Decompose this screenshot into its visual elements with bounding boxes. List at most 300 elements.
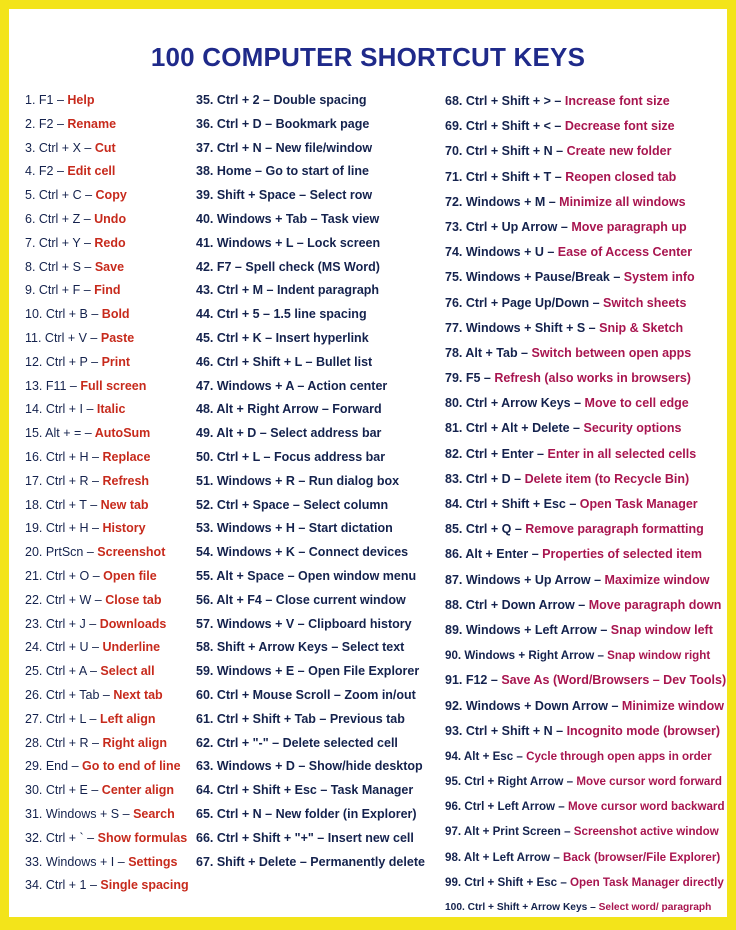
shortcut-item — [196, 851, 446, 875]
shortcut-item — [25, 874, 201, 898]
shortcut-key: 85. Ctrl + Q – — [445, 522, 522, 537]
shortcut-key: 13. F11 – — [25, 378, 77, 393]
shortcut-description: Reopen closed tab — [565, 169, 677, 184]
shortcut-key: 14. Ctrl + I – — [25, 402, 94, 417]
shortcut-description: Double spacing — [273, 93, 367, 107]
shortcut-item — [445, 719, 727, 744]
shortcut-key: 12. Ctrl + P – — [25, 354, 99, 369]
shortcut-item — [25, 494, 201, 518]
shortcut-key: 79. F5 – — [445, 371, 491, 386]
shortcut-item — [196, 636, 446, 660]
shortcut-item — [196, 303, 446, 327]
shortcut-item — [25, 89, 201, 113]
shortcut-description: Go to start of line — [265, 164, 369, 179]
shortcut-item — [445, 845, 727, 870]
shortcut-item — [196, 208, 446, 232]
shortcut-key: 52. Ctrl + Space – — [196, 497, 300, 512]
shortcut-key: 76. Ctrl + Page Up/Down – — [445, 295, 600, 310]
shortcut-key: 58. Shift + Arrow Keys – — [196, 640, 339, 655]
shortcut-key: 42. F7 – — [196, 259, 242, 274]
shortcut-description: Spell check (MS Word) — [245, 259, 380, 274]
shortcut-item — [196, 160, 446, 184]
shortcut-key: 38. Home – — [196, 164, 263, 179]
shortcut-item — [445, 744, 727, 769]
shortcut-key: 67. Shift + Delete – — [196, 854, 307, 869]
shortcut-key: 9. Ctrl + F – — [25, 283, 91, 298]
shortcut-item — [445, 668, 727, 693]
shortcut-item — [196, 351, 446, 375]
shortcut-key: 2. F2 – — [25, 116, 64, 131]
shortcut-description: Indent paragraph — [276, 283, 380, 298]
shortcut-description: Edit cell — [67, 164, 116, 179]
shortcut-description: Snap window right — [607, 649, 711, 663]
shortcut-description: Italic — [96, 402, 126, 417]
shortcut-description: Screenshot — [97, 545, 166, 560]
shortcut-item — [445, 593, 727, 618]
shortcut-description: Refresh — [102, 473, 150, 488]
shortcut-description: Maximize window — [604, 572, 710, 587]
shortcut-key: 24. Ctrl + U – — [25, 640, 99, 655]
shortcut-description: Permanently delete — [310, 854, 425, 869]
shortcut-description: Lock screen — [307, 235, 381, 250]
shortcut-description: Close tab — [105, 592, 162, 607]
shortcut-key: 27. Ctrl + L – — [25, 711, 97, 726]
shortcut-item — [25, 160, 201, 184]
shortcut-key: 89. Windows + Left Arrow – — [445, 622, 608, 637]
shortcut-key: 59. Windows + E – — [196, 664, 305, 679]
shortcut-description: Properties of selected item — [542, 547, 702, 562]
shortcut-item — [196, 256, 446, 280]
shortcut-description: Show/hide desktop — [308, 759, 423, 774]
shortcut-description: Forward — [332, 402, 382, 417]
shortcut-key: 54. Windows + K – — [196, 545, 306, 560]
shortcut-key: 65. Ctrl + N – — [196, 806, 273, 821]
shortcut-description: Select address bar — [270, 426, 382, 441]
shortcut-item — [25, 565, 201, 589]
shortcut-key: 5. Ctrl + C – — [25, 188, 93, 203]
shortcut-item — [25, 708, 201, 732]
shortcut-key: 60. Ctrl + Mouse Scroll – — [196, 687, 341, 702]
shortcut-description: Bookmark page — [275, 116, 370, 131]
shortcut-description: Move cursor word forward — [576, 775, 722, 789]
shortcut-description: Connect devices — [308, 545, 409, 560]
shortcut-description: Cut — [94, 140, 116, 155]
shortcut-description: 1.5 line spacing — [273, 307, 367, 322]
shortcut-description: Show formulas — [97, 830, 188, 845]
shortcut-item — [25, 303, 201, 327]
shortcut-item — [25, 517, 201, 541]
shortcut-key: 45. Ctrl + K – — [196, 330, 273, 345]
shortcut-item — [445, 442, 727, 467]
shortcut-column-2 — [196, 89, 446, 874]
shortcut-column-1 — [25, 89, 201, 898]
shortcut-description: Delete item (to Recycle Bin) — [524, 471, 690, 486]
shortcut-description: Paste — [100, 330, 135, 345]
shortcut-key: 34. Ctrl + 1 – — [25, 878, 97, 893]
shortcut-description: Increase font size — [564, 94, 670, 108]
shortcut-key: 50. Ctrl + L – — [196, 449, 271, 464]
shortcut-description: New tab — [100, 497, 149, 512]
shortcut-description: Select row — [309, 188, 373, 203]
shortcut-item — [196, 422, 446, 446]
shortcut-item — [445, 542, 727, 567]
shortcut-key: 4. F2 – — [25, 164, 64, 179]
shortcut-item — [196, 232, 446, 256]
shortcut-item — [445, 240, 727, 265]
shortcut-key: 91. F12 – — [445, 673, 498, 688]
shortcut-key: 23. Ctrl + J – — [25, 616, 97, 631]
shortcut-key: 37. Ctrl + N – — [196, 140, 273, 155]
shortcut-description: Move paragraph down — [588, 597, 722, 612]
shortcut-key: 83. Ctrl + D – — [445, 471, 522, 486]
shortcut-description: Snip & Sketch — [599, 320, 684, 335]
shortcut-description: Save As (Word/Browsers – Dev Tools) — [501, 673, 727, 688]
shortcut-item — [196, 803, 446, 827]
shortcut-key: 66. Ctrl + Shift + "+" – — [196, 830, 325, 845]
shortcut-key: 39. Shift + Space – — [196, 188, 307, 203]
shortcut-description: Left align — [99, 711, 156, 726]
shortcut-key: 28. Ctrl + R – — [25, 735, 99, 750]
shortcut-description: Full screen — [80, 378, 147, 393]
shortcut-item — [25, 184, 201, 208]
shortcut-item — [25, 851, 201, 875]
shortcut-item — [445, 467, 727, 492]
shortcut-description: Find — [94, 283, 121, 298]
shortcut-description: Zoom in/out — [344, 687, 416, 702]
shortcut-key: 98. Alt + Left Arrow – — [445, 850, 560, 864]
shortcut-key: 46. Ctrl + Shift + L – — [196, 354, 313, 369]
shortcut-description: Save — [94, 259, 125, 274]
shortcut-item — [25, 636, 201, 660]
shortcut-item — [196, 541, 446, 565]
shortcut-item — [196, 398, 446, 422]
shortcut-item — [445, 416, 727, 441]
shortcut-key: 48. Alt + Right Arrow – — [196, 402, 329, 417]
shortcut-description: Minimize all windows — [559, 194, 686, 209]
shortcut-item — [25, 541, 201, 565]
shortcut-key: 16. Ctrl + H – — [25, 449, 99, 464]
shortcut-item — [25, 779, 201, 803]
shortcut-key: 57. Windows + V – — [196, 616, 305, 631]
shortcut-item — [445, 568, 727, 593]
shortcut-item — [445, 341, 727, 366]
shortcut-description: Refresh (also works in browsers) — [494, 371, 691, 386]
shortcut-key: 44. Ctrl + 5 – — [196, 307, 270, 322]
shortcut-item — [196, 137, 446, 161]
shortcut-key: 26. Ctrl + Tab – — [25, 687, 110, 702]
shortcut-item — [445, 366, 727, 391]
shortcut-description: Downloads — [99, 616, 167, 631]
shortcut-description: Search — [133, 806, 175, 821]
shortcut-item — [445, 694, 727, 719]
shortcut-description: AutoSum — [94, 426, 151, 441]
shortcut-description: Replace — [102, 449, 151, 464]
shortcut-key: 56. Alt + F4 – — [196, 592, 273, 607]
shortcut-item — [25, 589, 201, 613]
shortcut-key: 25. Ctrl + A – — [25, 664, 97, 679]
shortcut-key: 8. Ctrl + S – — [25, 259, 92, 274]
shortcut-item — [445, 265, 727, 290]
shortcut-description: Start dictation — [308, 521, 393, 536]
shortcut-description: Cycle through open apps in order — [526, 749, 712, 763]
shortcut-key: 49. Alt + D – — [196, 426, 267, 441]
shortcut-item — [196, 660, 446, 684]
shortcut-key: 55. Alt + Space – — [196, 568, 295, 583]
shortcut-description: Switch between open apps — [531, 345, 692, 360]
shortcut-key: 62. Ctrl + "-" – — [196, 735, 280, 750]
shortcut-key: 61. Ctrl + Shift + Tab – — [196, 711, 327, 726]
shortcut-key: 19. Ctrl + H – — [25, 521, 99, 536]
shortcut-key: 53. Windows + H – — [196, 521, 306, 536]
shortcut-description: Task Manager — [330, 783, 414, 798]
shortcut-key: 71. Ctrl + Shift + T – — [445, 169, 562, 184]
shortcut-item — [25, 398, 201, 422]
shortcut-key: 69. Ctrl + Shift + < – — [445, 119, 562, 134]
shortcut-description: Select all — [100, 664, 155, 679]
shortcut-item — [25, 375, 201, 399]
shortcut-description: Previous tab — [329, 711, 405, 726]
shortcut-item — [25, 232, 201, 256]
shortcut-item — [196, 279, 446, 303]
shortcut-key: 3. Ctrl + X – — [25, 140, 92, 155]
shortcut-description: Open window menu — [298, 568, 417, 583]
shortcut-description: Center align — [101, 783, 175, 798]
shortcut-description: Insert hyperlink — [275, 330, 369, 345]
shortcut-item — [25, 279, 201, 303]
shortcut-item — [25, 684, 201, 708]
shortcut-key: 17. Ctrl + R – — [25, 473, 99, 488]
shortcut-description: Delete selected cell — [282, 735, 398, 750]
shortcut-key: 41. Windows + L – — [196, 235, 304, 250]
shortcut-item — [445, 794, 727, 819]
shortcut-item — [25, 613, 201, 637]
shortcut-key: 74. Windows + U – — [445, 245, 555, 260]
shortcut-description: Settings — [128, 854, 178, 869]
shortcut-key: 94. Alt + Esc – — [445, 749, 523, 763]
shortcut-description: Enter in all selected cells — [547, 446, 697, 461]
shortcut-key: 82. Ctrl + Enter – — [445, 446, 544, 461]
shortcut-item — [25, 327, 201, 351]
shortcut-key: 88. Ctrl + Down Arrow – — [445, 597, 586, 612]
shortcut-item — [445, 316, 727, 341]
shortcut-item — [445, 114, 727, 139]
shortcut-description: Create new folder — [566, 144, 672, 159]
shortcut-item — [25, 827, 201, 851]
page-title: 100 COMPUTER SHORTCUT KEYS — [150, 42, 586, 72]
shortcut-item — [445, 139, 727, 164]
shortcut-description: Select column — [303, 497, 389, 512]
shortcut-description: Underline — [102, 640, 161, 655]
shortcut-description: Move paragraph up — [571, 219, 687, 234]
shortcut-description: Help — [67, 93, 95, 107]
shortcut-description: Undo — [94, 211, 127, 226]
shortcut-key: 22. Ctrl + W – — [25, 592, 102, 607]
poster — [9, 9, 727, 917]
shortcut-key: 95. Ctrl + Right Arrow – — [445, 775, 574, 789]
shortcut-key: 84. Ctrl + Shift + Esc – — [445, 497, 577, 511]
shortcut-item — [445, 391, 727, 416]
shortcut-key: 29. End – — [25, 759, 79, 774]
shortcut-item — [196, 89, 446, 113]
shortcut-item — [196, 732, 446, 756]
shortcut-description: Open File Explorer — [308, 664, 420, 679]
shortcut-item — [196, 565, 446, 589]
shortcut-description: Incognito mode (browser) — [566, 723, 721, 738]
shortcut-item — [196, 375, 446, 399]
shortcut-item — [25, 351, 201, 375]
shortcut-key: 75. Windows + Pause/Break – — [445, 270, 621, 285]
shortcut-item — [25, 803, 201, 827]
shortcut-description: Action center — [307, 378, 388, 393]
shortcut-description: Open file — [103, 568, 157, 583]
shortcut-description: Next tab — [113, 687, 163, 702]
shortcut-key: 68. Ctrl + Shift + > – — [445, 94, 562, 108]
shortcut-key: 97. Alt + Print Screen – — [445, 825, 571, 839]
shortcut-description: Back (browser/File Explorer) — [563, 850, 721, 864]
shortcut-key: 80. Ctrl + Arrow Keys – — [445, 396, 582, 411]
shortcut-item — [445, 190, 727, 215]
shortcut-key: 81. Ctrl + Alt + Delete – — [445, 421, 581, 436]
shortcut-item — [196, 827, 446, 851]
shortcut-key: 87. Windows + Up Arrow – — [445, 572, 602, 587]
shortcut-item — [445, 165, 727, 190]
shortcut-description: Minimize window — [621, 698, 724, 713]
shortcut-item — [25, 422, 201, 446]
shortcut-key: 15. Alt + = – — [25, 426, 92, 441]
shortcut-description: Close current window — [275, 592, 406, 607]
shortcut-item — [196, 113, 446, 137]
shortcut-description: New folder (in Explorer) — [275, 806, 417, 821]
shortcut-key: 30. Ctrl + E – — [25, 783, 99, 798]
shortcut-key: 11. Ctrl + V – — [25, 330, 98, 345]
shortcut-item — [25, 137, 201, 161]
shortcut-item — [196, 446, 446, 470]
shortcut-item — [25, 732, 201, 756]
shortcut-description: Redo — [94, 235, 126, 250]
shortcut-description: Bullet list — [315, 354, 373, 369]
shortcut-key: 99. Ctrl + Shift + Esc – — [445, 875, 567, 889]
shortcut-key: 100. Ctrl + Shift + Arrow Keys – — [445, 902, 596, 913]
shortcut-key: 92. Windows + Down Arrow – — [445, 698, 619, 713]
shortcut-description: Bold — [101, 307, 130, 322]
shortcut-key: 78. Alt + Tab – — [445, 345, 529, 360]
shortcut-description: Security options — [583, 421, 682, 436]
shortcut-item — [196, 755, 446, 779]
shortcut-item — [445, 89, 727, 114]
shortcut-item — [445, 769, 727, 794]
shortcut-item — [445, 618, 727, 643]
shortcut-item — [445, 291, 727, 316]
shortcut-item — [196, 517, 446, 541]
shortcut-description: Open Task Manager — [579, 497, 698, 511]
shortcut-key: 64. Ctrl + Shift + Esc – — [196, 783, 328, 798]
shortcut-item — [196, 684, 446, 708]
shortcut-key: 72. Windows + M – — [445, 194, 556, 209]
shortcut-description: Remove paragraph formatting — [525, 522, 704, 537]
shortcut-key: 86. Alt + Enter – — [445, 547, 539, 562]
shortcut-item — [196, 327, 446, 351]
shortcut-key: 20. PrtScn – — [25, 545, 94, 560]
shortcut-description: Rename — [67, 116, 117, 131]
shortcut-item — [196, 779, 446, 803]
shortcut-item — [25, 256, 201, 280]
shortcut-key: 31. Windows + S – — [25, 806, 130, 821]
shortcut-key: 6. Ctrl + Z – — [25, 211, 91, 226]
shortcut-key: 32. Ctrl + ` – — [25, 830, 95, 845]
shortcut-description: Focus address bar — [273, 449, 386, 464]
shortcut-key: 90. Windows + Right Arrow – — [445, 649, 604, 663]
shortcut-item — [196, 184, 446, 208]
shortcut-key: 36. Ctrl + D – — [196, 116, 273, 131]
shortcut-description: Go to end of line — [82, 759, 181, 774]
shortcut-column-3 — [445, 89, 727, 920]
shortcut-item — [25, 446, 201, 470]
shortcut-key: 21. Ctrl + O – — [25, 568, 100, 583]
shortcut-description: Select word/ paragraph — [598, 902, 712, 913]
shortcut-description: Ease of Access Center — [557, 245, 693, 260]
shortcut-description: Run dialog box — [308, 473, 400, 488]
shortcut-item — [25, 660, 201, 684]
shortcut-key: 40. Windows + Tab – — [196, 211, 318, 226]
shortcut-item — [25, 470, 201, 494]
shortcut-description: Select text — [341, 640, 405, 655]
shortcut-description: Snap window left — [610, 622, 713, 637]
shortcut-item — [25, 208, 201, 232]
shortcut-item — [445, 517, 727, 542]
shortcut-key: 63. Windows + D – — [196, 759, 306, 774]
shortcut-key: 77. Windows + Shift + S – — [445, 320, 596, 335]
shortcut-key: 73. Ctrl + Up Arrow – — [445, 219, 568, 234]
shortcut-key: 47. Windows + A – — [196, 378, 305, 393]
shortcut-key: 96. Ctrl + Left Arrow – — [445, 800, 565, 814]
shortcut-description: Move cursor word backward — [567, 800, 725, 814]
shortcut-description: Insert new cell — [327, 830, 414, 845]
shortcut-item — [196, 708, 446, 732]
shortcut-description: History — [102, 521, 146, 536]
shortcut-item — [196, 470, 446, 494]
shortcut-key: 70. Ctrl + Shift + N – — [445, 144, 564, 159]
shortcut-item — [196, 589, 446, 613]
shortcut-description: Screenshot active window — [573, 825, 719, 839]
shortcut-key: 1. F1 – — [25, 93, 64, 107]
shortcut-item — [25, 755, 201, 779]
shortcut-description: Move to cell edge — [584, 396, 689, 411]
shortcut-description: Open Task Manager directly — [570, 875, 724, 889]
shortcut-description: Switch sheets — [603, 295, 687, 310]
shortcut-description: Copy — [95, 188, 127, 203]
shortcut-item — [445, 870, 727, 895]
shortcut-key: 43. Ctrl + M – — [196, 283, 274, 298]
shortcut-item — [196, 494, 446, 518]
shortcut-description: Right align — [102, 735, 168, 750]
shortcut-item — [445, 643, 727, 668]
shortcut-item — [445, 492, 727, 517]
shortcut-item — [25, 113, 201, 137]
shortcut-description: System info — [623, 270, 695, 285]
shortcut-key: 10. Ctrl + B – — [25, 307, 99, 322]
shortcut-description: New file/window — [275, 140, 373, 155]
shortcut-key: 33. Windows + I – — [25, 854, 125, 869]
shortcut-item — [445, 215, 727, 240]
shortcut-key: 7. Ctrl + Y – — [25, 235, 91, 250]
shortcut-key: 93. Ctrl + Shift + N – — [445, 723, 564, 738]
shortcut-key: 35. Ctrl + 2 – — [196, 93, 270, 107]
shortcut-key: 51. Windows + R – — [196, 473, 306, 488]
shortcut-description: Clipboard history — [308, 616, 412, 631]
shortcut-description: Decrease font size — [564, 119, 675, 134]
shortcut-item — [445, 895, 727, 920]
shortcut-key: 18. Ctrl + T – — [25, 497, 98, 512]
